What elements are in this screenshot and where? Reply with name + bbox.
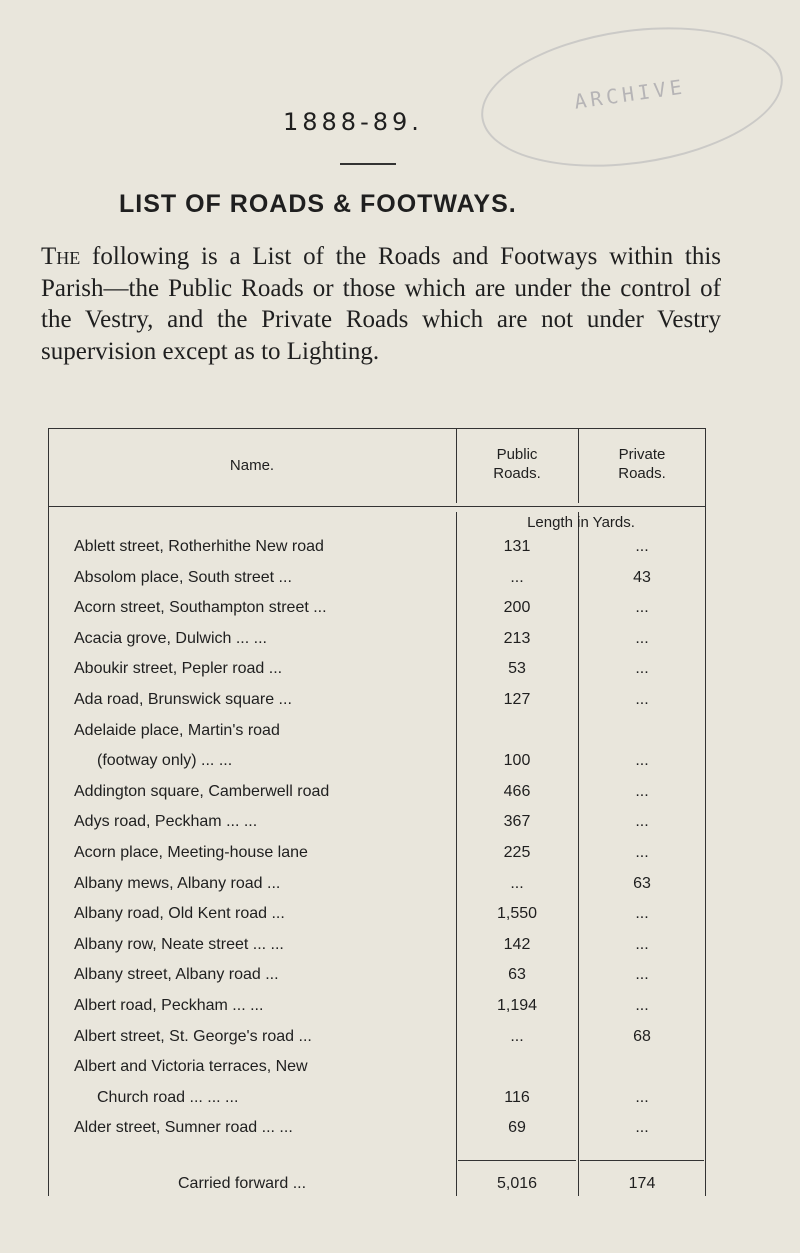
road-name: Albany mews, Albany road ... <box>74 874 281 892</box>
private-length: ... <box>635 905 649 923</box>
archive-stamp-text: ARCHIVE <box>572 74 688 114</box>
table-row <box>48 1028 706 1058</box>
public-length: 466 <box>503 782 531 800</box>
table-row <box>48 1119 706 1149</box>
public-length: 367 <box>503 813 531 831</box>
total-row <box>48 1175 706 1205</box>
total-label: Carried forward ... <box>178 1175 307 1192</box>
public-length: 225 <box>503 844 531 861</box>
total-rule <box>458 1160 576 1161</box>
private-length: ... <box>635 966 649 984</box>
road-name: Albert road, Peckham ... ... <box>74 997 264 1014</box>
road-name: Adelaide place, Martin's road <box>74 721 280 739</box>
public-length: 213 <box>503 629 531 647</box>
public-length: 1,550 <box>496 905 538 923</box>
page-year: 1888-89. <box>283 108 423 136</box>
table-row <box>48 691 706 721</box>
private-length: ... <box>635 629 649 647</box>
road-name: Albert street, St. George's road ... <box>74 1027 312 1045</box>
header-private-line1: Private <box>618 446 666 463</box>
private-length: ... <box>635 1088 649 1106</box>
road-name: Albany row, Neate street ... ... <box>74 935 284 953</box>
road-name: Adys road, Peckham ... ... <box>74 813 258 831</box>
table-row <box>48 783 706 813</box>
table-top-rule <box>48 428 706 429</box>
total-rule <box>580 1160 704 1161</box>
table-row <box>48 722 706 752</box>
header-private-line2: Roads. <box>618 465 666 482</box>
road-name: Ada road, Brunswick square ... <box>74 691 292 708</box>
private-length: ... <box>635 997 649 1014</box>
private-length: ... <box>635 844 649 861</box>
header-private <box>578 445 706 483</box>
table-row <box>48 538 706 568</box>
private-length: ... <box>635 813 649 831</box>
public-length: 63 <box>508 966 526 984</box>
private-length: 63 <box>633 874 651 892</box>
public-length: ... <box>510 568 524 586</box>
table-row <box>48 1089 706 1119</box>
private-length: ... <box>635 660 649 678</box>
table-row <box>48 966 706 996</box>
table-row <box>48 569 706 599</box>
public-length: 116 <box>504 1088 530 1106</box>
header-public <box>456 445 578 483</box>
table-row <box>48 660 706 690</box>
road-name: Albany street, Albany road ... <box>74 966 279 984</box>
public-length: 100 <box>503 752 531 770</box>
public-length: 69 <box>508 1119 526 1137</box>
table-row <box>48 875 706 905</box>
private-length: ... <box>635 935 649 953</box>
public-length: 53 <box>508 660 526 678</box>
table-row <box>48 905 706 935</box>
total-public: 5,016 <box>496 1175 538 1192</box>
header-name: Name. <box>229 457 275 474</box>
road-name: Acacia grove, Dulwich ... ... <box>74 629 267 647</box>
road-name: (footway only) ... ... <box>97 752 233 770</box>
table-row <box>48 813 706 843</box>
road-name: Albany road, Old Kent road ... <box>74 905 285 923</box>
intro-paragraph <box>41 241 721 367</box>
road-name: Acorn street, Southampton street ... <box>74 599 327 617</box>
public-length: 200 <box>503 599 531 617</box>
public-length: 127 <box>503 691 531 708</box>
private-length: 43 <box>633 568 651 586</box>
public-length: ... <box>510 1027 524 1045</box>
road-name: Alder street, Sumner road ... ... <box>74 1119 293 1137</box>
road-name: Aboukir street, Pepler road ... <box>74 660 283 678</box>
table-row <box>48 844 706 874</box>
public-length: 1,194 <box>496 997 538 1014</box>
table-row <box>48 997 706 1027</box>
private-length: ... <box>635 691 649 708</box>
unit-label: Length in Yards. <box>527 514 635 531</box>
road-name: Absolom place, South street ... <box>74 568 292 586</box>
road-name: Acorn place, Meeting-house lane <box>74 844 308 861</box>
roads-table <box>48 428 706 1203</box>
intro-first-word: The <box>41 243 81 270</box>
page-title: LIST OF ROADS & FOOTWAYS. <box>119 190 517 218</box>
road-name: Church road ... ... ... <box>97 1088 239 1106</box>
public-length: ... <box>510 874 524 892</box>
header-public-line2: Roads. <box>493 465 541 482</box>
table-row <box>48 599 706 629</box>
divider <box>340 163 396 165</box>
total-private: 174 <box>628 1175 656 1192</box>
private-length: ... <box>635 599 649 617</box>
table-row <box>48 752 706 782</box>
public-length: 131 <box>503 538 531 555</box>
intro-text: following is a List of the Roads and Footways within this Parish—the Public Roads or those which are under the control of the Vestry, and the Private Roads which are not under Vestry supervision except as to Lighting. <box>41 243 721 365</box>
private-length: 68 <box>633 1027 651 1045</box>
private-length: ... <box>635 752 649 770</box>
private-length: ... <box>635 782 649 800</box>
table-header-rule <box>48 506 706 507</box>
header-public-line1: Public <box>496 446 538 463</box>
private-length: ... <box>635 538 649 555</box>
private-length: ... <box>635 1119 649 1137</box>
table-row <box>48 936 706 966</box>
road-name: Ablett street, Rotherhithe New road <box>74 538 324 555</box>
public-length: 142 <box>503 935 531 953</box>
table-row <box>48 630 706 660</box>
road-name: Albert and Victoria terraces, New <box>74 1058 308 1076</box>
table-row <box>48 1058 706 1088</box>
road-name: Addington square, Camberwell road <box>74 782 330 800</box>
